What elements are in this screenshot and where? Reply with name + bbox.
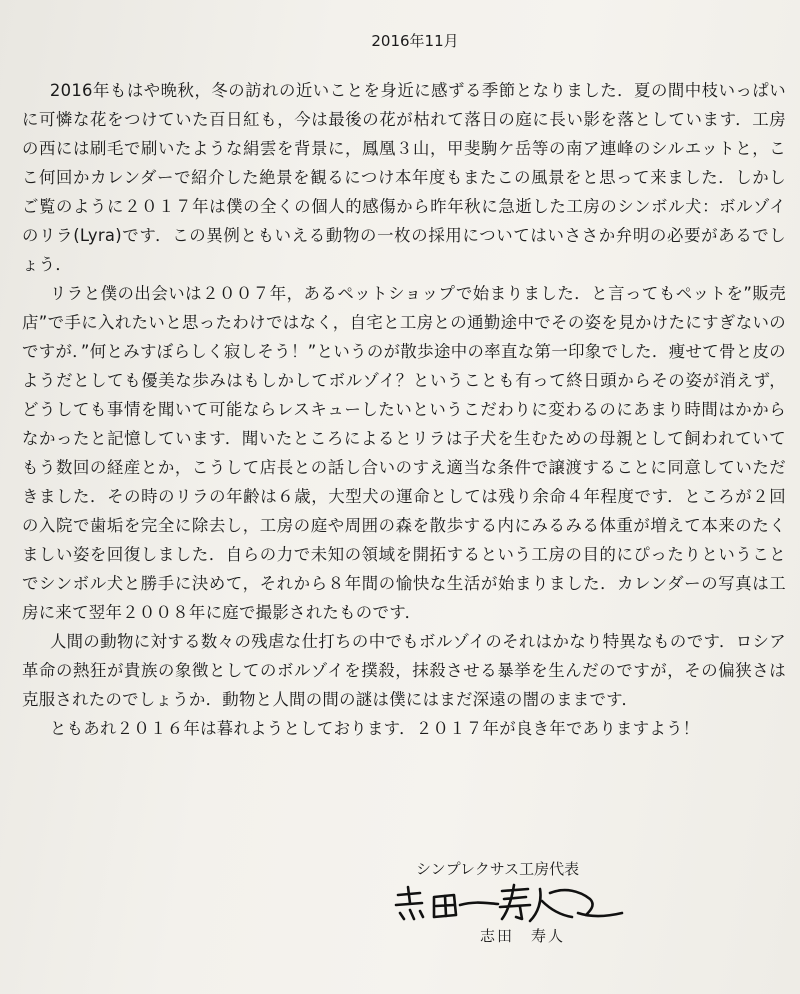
letter-body bbox=[22, 76, 786, 743]
signature-name: 志田 寿人 bbox=[480, 927, 566, 945]
signature-block bbox=[372, 858, 672, 946]
paragraph: 人間の動物に対する数々の残虐な仕打ちの中でもボルゾイのそれはかなり特異なものです．ロシア革命の熱狂が貴族の象徴としてのボルゾイを撲殺，抹殺させる暴挙を生んだのですが，その偏狭さは克服されたのでしょうか．動物と人間の間の謎は僕にはまだ深遠の闇のままです． bbox=[22, 632, 786, 709]
paragraph: 2016年もはや晩秋，冬の訪れの近いことを身近に感ずる季節となりました．夏の間中枝いっぱいに可憐な花をつけていた百日紅も，今は最後の花が枯れて落日の庭に長い影を落としています．工房の西には刷毛で刷いたような絹雲を背景に，鳳凰３山，甲斐駒ケ岳等の南ア連峰のシルエットと，ここ何回かカレンダーで紹介した絶景を観るにつけ本年度もまたこの風景をと思って来ました．しかしご覧のように２０１７年は僕の全くの個人的感傷から昨年秋に急逝した工房のシンボル犬：ボルゾイのリラ(Lyra)です．この異例ともいえる動物の一枚の採用についてはいささか弁明の必要があるでしょう． bbox=[22, 81, 786, 274]
paragraph: ともあれ２０１６年は暮れようとしております．２０１７年が良き年でありますよう！ bbox=[49, 719, 700, 738]
letter-date: 2016年11月 bbox=[371, 32, 459, 50]
handwritten-signature bbox=[390, 883, 630, 923]
signature-organization: シンプレクサス工房代表 bbox=[416, 860, 580, 878]
paragraph: リラと僕の出会いは２００７年，あるペットショップで始まりました．と言ってもペットを”販売店”で手に入れたいと思ったわけではなく，自宅と工房との通勤途中でその姿を見かけたにすぎないのですが．”何とみすぼらしく寂しそう！”というのが散歩途中の率直な第一印象でした．痩せて骨と皮のようだとしても優美な歩みはもしかしてボルゾイ？ということも有って終日頭からその姿が消えず，どうしても事情を聞いて可能ならレスキューしたいというこだわりに変わるのにあまり時間はかからなかったと記憶しています．聞いたところによるとリラは子犬を生むための母親として飼われていてもう数回の経産とか，こうして店長との話し合いのすえ適当な条件で譲渡することに同意していただきました．その時のリラの年齢は６歳，大型犬の運命としては残り余命４年程度です．ところが２回の入院で歯垢を完全に除去し，工房の庭や周囲の森を散歩する内にみるみる体重が増えて本来のたくましい姿を回復しました．自らの力で未知の領域を開拓するという工房の目的にぴったりということでシンボル犬と勝手に決めて，それから８年間の愉快な生活が始まりました．カレンダーの写真は工房に来て翌年２００８年に庭で撮影されたものです． bbox=[22, 284, 786, 622]
